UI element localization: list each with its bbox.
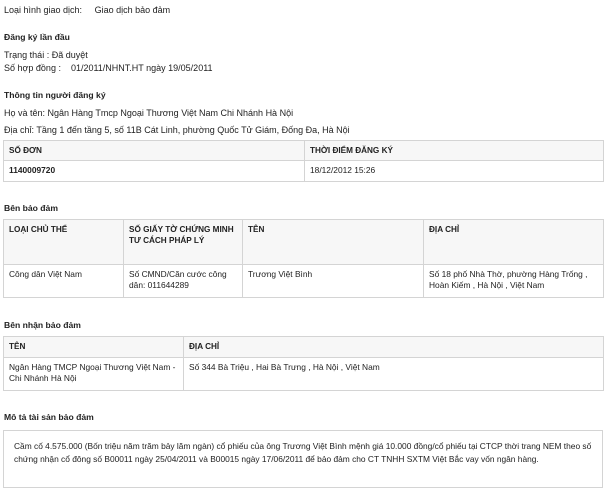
secured-party-table (3, 219, 604, 298)
registration-time: 18/12/2012 15:26 (305, 161, 604, 182)
table-row (4, 161, 604, 182)
entity-type: Công dân Việt Nam (4, 265, 124, 298)
contract-number-text: Số hợp đồng : 01/2011/NHNT.HT ngày 19/05/2011 (4, 63, 213, 73)
first-registration-title: Đăng ký lần đầu (4, 32, 70, 42)
transaction-type-label: Loại hình giao dịch: (4, 5, 83, 15)
header-address: ĐỊA CHỈ (424, 220, 604, 265)
asset-description-title: Mô tả tài sản bảo đảm (4, 412, 94, 422)
asset-description-box (3, 430, 603, 488)
application-table (3, 140, 604, 182)
header-receiver-address: ĐỊA CHỈ (184, 337, 604, 358)
application-number: 1140009720 (4, 161, 305, 182)
receiving-party-table (3, 336, 604, 391)
asset-description-text: Cầm cố 4.575.000 (Bốn triệu năm trăm bảy lăm ngàn) cổ phiếu của ông Trương Việt Bình mệnh giá 10.000 đồng/cổ phiếu tại CTCP thời trang NEM theo số chứng nhận cổ đông số B00011 ngày 25/04/2011 và B00015 ngày 17/06/2011 để bảo đảm cho CT TNHH SXTM Việt Bắc vay vốn ngân hàng. (14, 441, 592, 464)
registrant-name: Họ và tên: Ngân Hàng Tmcp Ngoại Thương Việt Nam Chi Nhánh Hà Nội (4, 108, 294, 118)
header-application-number: SỐ ĐƠN (4, 141, 305, 161)
header-name: TÊN (243, 220, 424, 265)
registrant-address: Địa chỉ: Tầng 1 đến tầng 5, số 11B Cát Linh, phường Quốc Tử Giám, Đống Đa, Hà Nội (4, 125, 350, 135)
secured-party-address: Số 18 phố Nhà Thờ, phường Hàng Trống , Hoàn Kiếm , Hà Nội , Việt Nam (424, 265, 604, 298)
header-registration-time: THỜI ĐIỂM ĐĂNG KÝ (305, 141, 604, 161)
secured-party-name: Trương Việt Bình (243, 265, 424, 298)
receiver-name: Ngân Hàng TMCP Ngoại Thương Việt Nam - Chi Nhánh Hà Nội (4, 358, 184, 391)
legal-document-number: Số CMND/Căn cước công dân: 011644289 (124, 265, 243, 298)
table-row (4, 265, 604, 298)
header-entity-type: LOẠI CHỦ THỂ (4, 220, 124, 265)
transaction-type-row (4, 5, 170, 15)
receiver-address: Số 344 Bà Triệu , Hai Bà Trưng , Hà Nội , Việt Nam (184, 358, 604, 391)
transaction-type-value: Giao dịch bảo đảm (94, 5, 171, 15)
secured-party-title: Bên bảo đảm (4, 203, 58, 213)
status-text: Trạng thái : Đã duyệt (4, 50, 88, 60)
receiving-party-title: Bên nhận bảo đảm (4, 320, 81, 330)
table-row (4, 358, 604, 391)
table-header-row (4, 337, 604, 358)
table-header-row (4, 141, 604, 161)
header-receiver-name: TÊN (4, 337, 184, 358)
registrant-title: Thông tin người đăng ký (4, 90, 106, 100)
table-header-row (4, 220, 604, 265)
header-legal-document: SỐ GIẤY TỜ CHỨNG MINH TƯ CÁCH PHÁP LÝ (124, 220, 243, 265)
